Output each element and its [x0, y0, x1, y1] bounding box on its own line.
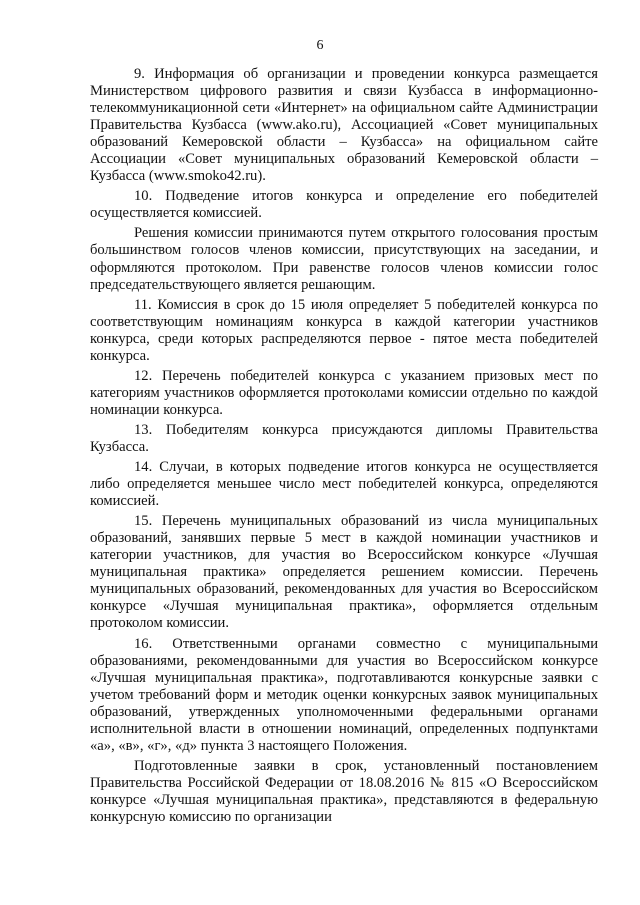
paragraph-11: 11. Комиссия в срок до 15 июля определяет 5 победителей конкурса по соответствующим номинациям конкурса в каждой категории участников конкурса, среди которых распределяются первое - пятое места победителей конкурса.	[90, 296, 598, 364]
paragraph-9: 9. Информация об организации и проведении конкурса размещается Министерством цифрового развития и связи Кузбасса в информационно-телекоммуникационной сети «Интернет» на официальном сайте Администрации Правительства Кузбасса (www.ako.ru), Ассоциацией «Совет муниципальных образований Кемеровской области – Кузбасса» на официальном сайте Ассоциации «Совет муниципальных образований Кемеровской области – Кузбасса (www.smoko42.ru).	[90, 66, 598, 185]
paragraph-10-decisions: Решения комиссии принимаются путем открытого голосования простым большинством голосов членов комиссии, присутствующих на заседании, и оформляются протоколом. При равенстве голосов членов комиссии голос председательствующего является решающим.	[90, 225, 598, 293]
paragraph-12: 12. Перечень победителей конкурса с указанием призовых мест по категориям участников оформляется протоколами комиссии отдельно по каждой номинации конкурса.	[90, 367, 598, 418]
paragraph-15: 15. Перечень муниципальных образований из числа муниципальных образований, занявших первые 5 мест в каждой номинации участников и категории участников, для участия во Всероссийском конкурсе «Лучшая муниципальная практика» определяется решением комиссии. Перечень муниципальных образований, рекомендованных для участия во Всероссийском конкурсе «Лучшая муниципальная практика», оформляется отдельным протоколом комиссии.	[90, 513, 598, 632]
paragraph-13: 13. Победителям конкурса присуждаются дипломы Правительства Кузбасса.	[90, 421, 598, 455]
paragraph-16-applications: Подготовленные заявки в срок, установленный постановлением Правительства Российской Федерации от 18.08.2016 № 815 «О Всероссийском конкурсе «Лучшая муниципальная практика», представляются в федеральную конкурсную комиссию по организации	[90, 757, 598, 825]
paragraph-14: 14. Случаи, в которых подведение итогов конкурса не осуществляется либо определяется меньшее число мест победителей конкурса, определяются комиссией.	[90, 459, 598, 510]
paragraph-16: 16. Ответственными органами совместно с муниципальными образованиями, рекомендованными для участия во Всероссийском конкурсе «Лучшая муниципальная практика», подготавливаются конкурсные заявки с учетом требований форм и методик оценки конкурсных заявок муниципальных образований, утвержденных уполномоченными федеральными органами исполнительной власти в отношении номинаций, определенных подпунктами «а», «в», «г», «д» пункта 3 настоящего Положения.	[90, 635, 598, 754]
document-body	[90, 66, 598, 829]
paragraph-10: 10. Подведение итогов конкурса и определение его победителей осуществляется комиссией.	[90, 188, 598, 222]
page-number: 6	[316, 38, 324, 53]
